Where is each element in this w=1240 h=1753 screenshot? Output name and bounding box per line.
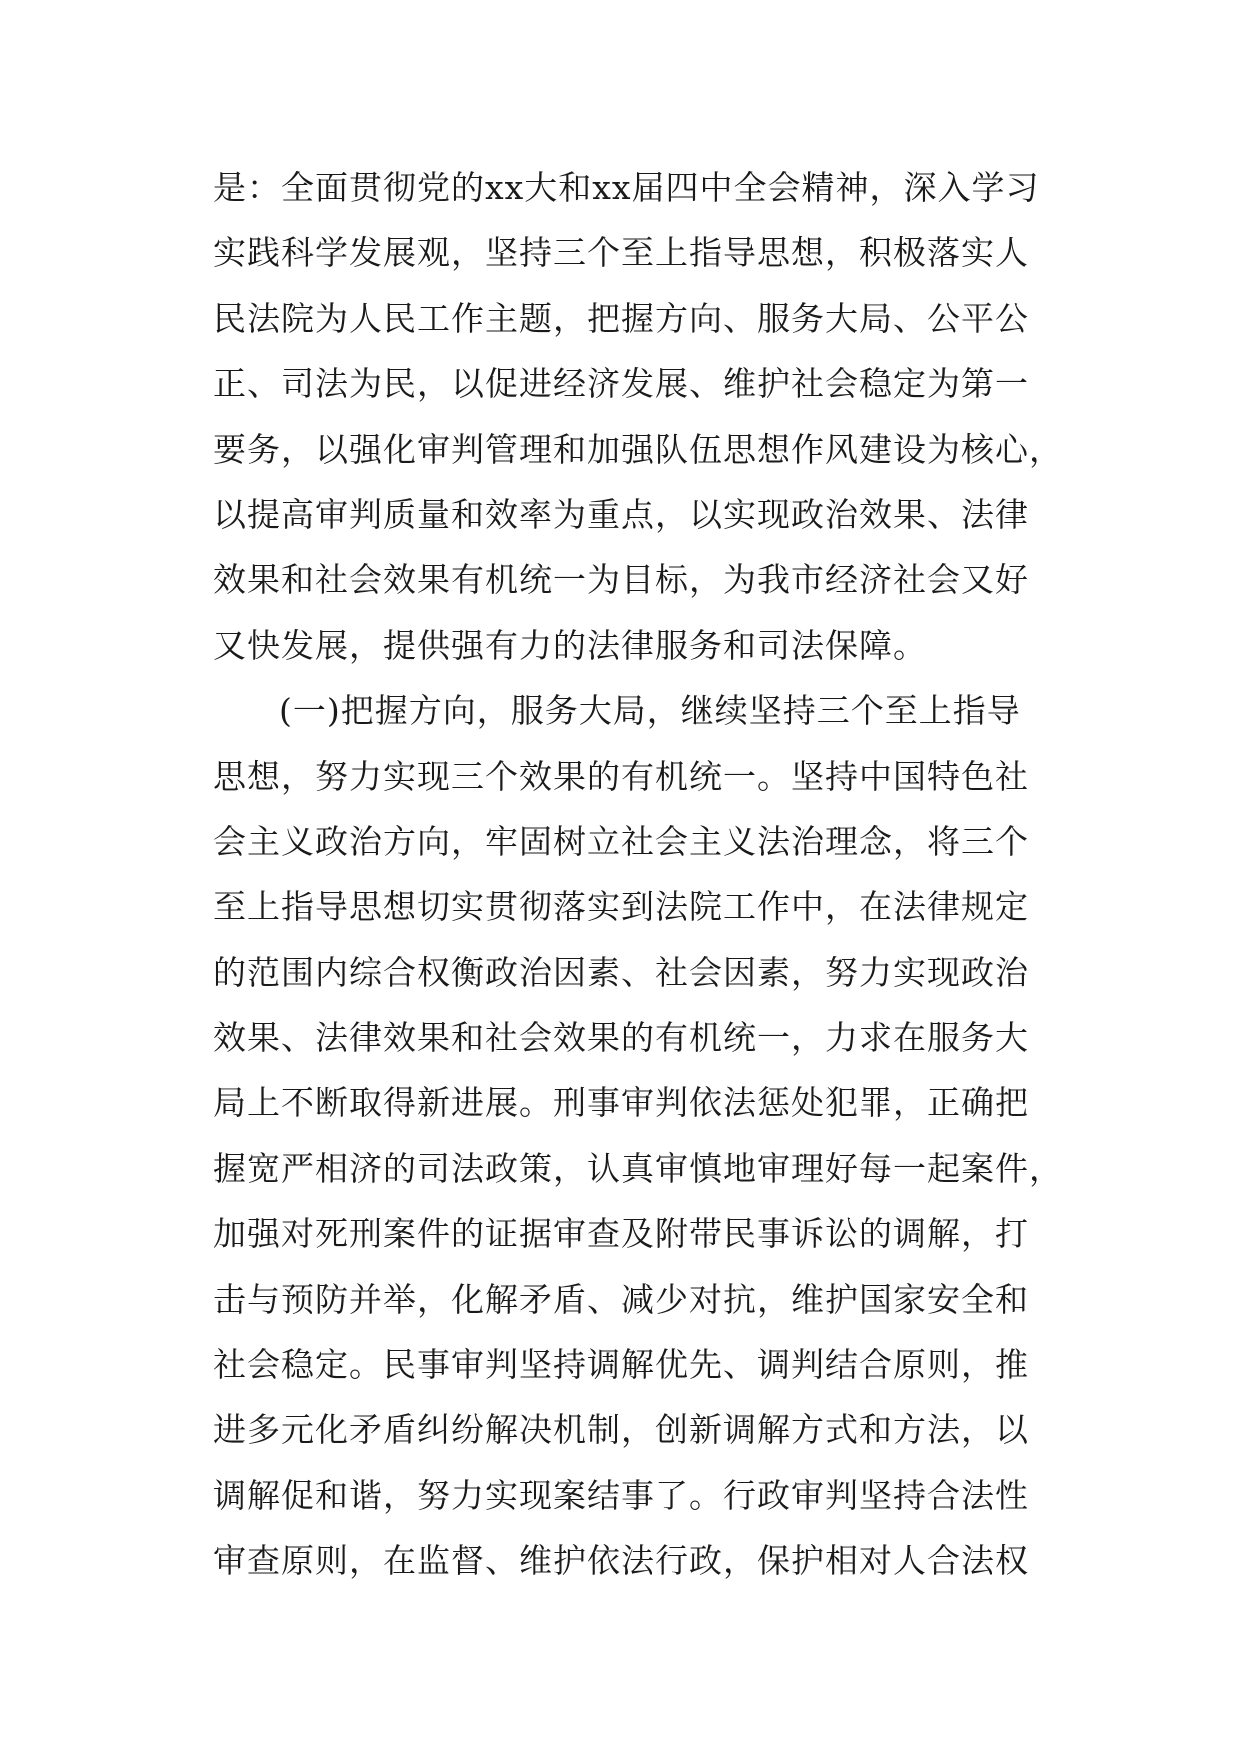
- text-line: 局上不断取得新进展。刑事审判依法惩处犯罪，正确把: [213, 1083, 1029, 1123]
- text-line: 效果和社会效果有机统一为目标，为我市经济社会又好: [213, 560, 1029, 600]
- text-line: 以提高审判质量和效率为重点，以实现政治效果、法律: [213, 494, 1029, 534]
- body-text: [213, 155, 1073, 1594]
- text-line: 效果、法律效果和社会效果的有机统一，力求在服务大: [213, 1018, 1029, 1058]
- text-line: 思想，努力实现三个效果的有机统一。坚持中国特色社: [213, 756, 1029, 796]
- text-line: 握宽严相济的司法政策，认真审慎地审理好每一起案件，: [213, 1148, 1063, 1188]
- text-line: 民法院为人民工作主题，把握方向、服务大局、公平公: [213, 298, 1029, 338]
- text-line: 实践科学发展观，坚持三个至上指导思想，积极落实人: [213, 233, 1029, 273]
- text-line: 又快发展，提供强有力的法律服务和司法保障。: [213, 625, 927, 665]
- text-line: 击与预防并举，化解矛盾、减少对抗，维护国家安全和: [213, 1279, 1029, 1319]
- text-line: 审查原则，在监督、维护依法行政，保护相对人合法权: [213, 1541, 1029, 1581]
- text-line: 加强对死刑案件的证据审查及附带民事诉讼的调解，打: [213, 1214, 1029, 1254]
- text-line: 至上指导思想切实贯彻落实到法院工作中，在法律规定: [213, 887, 1029, 927]
- section-heading-line: (一)把握方向，服务大局，继续坚持三个至上指导: [279, 691, 1021, 731]
- text-line: 是：全面贯彻党的xx大和xx届四中全会精神，深入学习: [213, 168, 1040, 207]
- text-line: 的范围内综合权衡政治因素、社会因素，努力实现政治: [213, 952, 1029, 992]
- text-line: 要务，以强化审判管理和加强队伍思想作风建设为核心，: [213, 429, 1063, 469]
- text-line: 调解促和谐，努力实现案结事了。行政审判坚持合法性: [213, 1475, 1029, 1515]
- text-line: 社会稳定。民事审判坚持调解优先、调判结合原则，推: [213, 1345, 1029, 1385]
- text-line: 进多元化矛盾纠纷解决机制，创新调解方式和方法，以: [213, 1410, 1029, 1450]
- text-line: 会主义政治方向，牢固树立社会主义法治理念，将三个: [213, 821, 1029, 861]
- text-line: 正、司法为民，以促进经济发展、维护社会稳定为第一: [213, 364, 1029, 404]
